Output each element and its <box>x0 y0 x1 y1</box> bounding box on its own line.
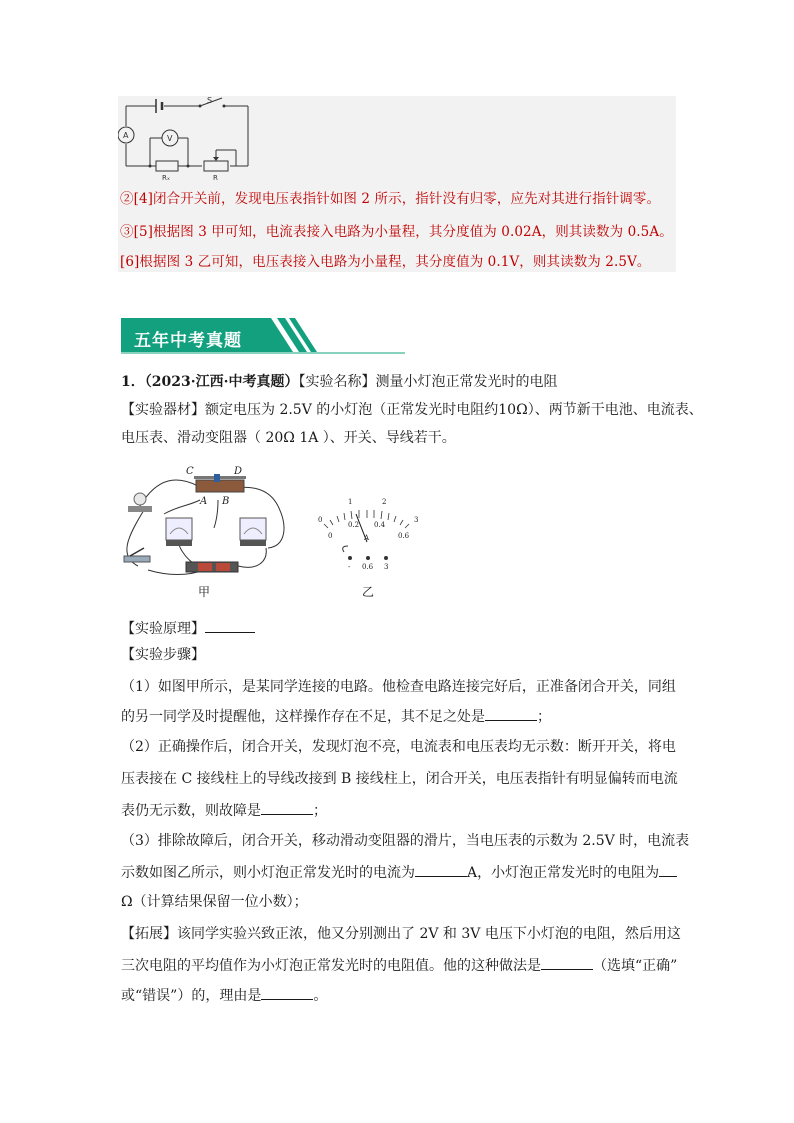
step-2-line-1: （2）正确操作后，闭合开关，发现灯泡不亮，电流表和电压表均无示数：断开开关，将电 <box>121 739 676 755</box>
section-title: 五年中考真题 <box>134 331 242 351</box>
step-2-text: 表仍无示数，则故障是 <box>121 803 261 819</box>
principle-blank[interactable] <box>205 618 255 633</box>
steps-heading: 【实验步骤】 <box>121 647 205 663</box>
step-1-blank[interactable] <box>485 706 537 721</box>
scale-bottom-02: 0.2 <box>348 521 360 529</box>
step-1-line-1: （1）如图甲所示，是某同学连接的电路。他检查电路连接完好后，正准备闭合开关，同组 <box>121 679 676 695</box>
question-source: （2023·江西·中考真题） <box>144 374 299 390</box>
principle-label: 【实验原理】 <box>121 621 205 637</box>
step-3-line-2 <box>121 862 677 882</box>
extension-blank-1[interactable] <box>541 955 593 970</box>
step-2-end: ； <box>313 803 327 819</box>
principle-line <box>121 618 255 638</box>
question-1-header <box>121 373 557 391</box>
terminal-a-label: A <box>200 496 208 507</box>
terminal-b-label: B <box>222 496 230 507</box>
step-1-line-2 <box>121 706 551 726</box>
scale-top-3: 3 <box>414 516 419 524</box>
equipment-line-2: 电压表、滑动变阻器（ 20Ω 1A ）、开关、导线若干。 <box>121 430 456 446</box>
step-2-line-2: 压表接在 C 接线柱上的导线改接到 B 接线柱上，闭合开关，电压表指针有明显偏转而电流 <box>121 771 678 787</box>
circuit-label-ammeter: A <box>123 131 129 140</box>
step-3-line-1: （3）排除故障后，闭合开关，移动滑动变阻器的滑片，当电压表的示数为 2.5V 时，电流表 <box>121 833 690 849</box>
circuit-label-voltmeter: V <box>167 134 173 143</box>
step-3-resistance-blank[interactable] <box>659 862 677 877</box>
answer-line-4: [6]根据图 3 乙可知，电压表接入电路为小量程，其分度值为 0.1V，则其读数为 2.5V。 <box>120 254 651 270</box>
extension-line-2 <box>121 955 677 975</box>
figure-yi-meter <box>310 494 430 572</box>
extension-end: 。 <box>313 988 328 1004</box>
figure-jia-circuit <box>118 466 298 578</box>
answer-box <box>118 96 676 272</box>
scale-top-0: 0 <box>318 516 323 524</box>
step-3-line-3: Ω（计算结果保留一位小数）； <box>121 894 308 910</box>
step-2-blank[interactable] <box>261 800 313 815</box>
scale-top-2: 2 <box>382 498 387 506</box>
scale-bottom-04: 0.4 <box>374 521 386 529</box>
terminal-d-label: D <box>234 466 243 477</box>
extension-line-3 <box>121 985 327 1005</box>
circuit-label-rheostat: R <box>213 174 218 180</box>
step-2-line-3 <box>121 800 327 820</box>
terminal-06: 0.6 <box>362 563 374 571</box>
step-1-end: ； <box>537 709 551 725</box>
answer-line-2: ②[4]闭合开关前，发现电压表指针如图 2 所示，指针没有归零，应先对其进行指针调零。 <box>120 191 661 207</box>
extension-text: 三次电阻的平均值作为小灯泡正常发光时的电阻值。他的这种做法是 <box>121 958 541 974</box>
step-3-text: 示数如图乙所示，则小灯泡正常发光时的电流为 <box>121 865 415 881</box>
circuit-label-switch: S <box>207 96 213 105</box>
terminal-minus: - <box>348 563 351 571</box>
question-number: 1． <box>121 374 145 390</box>
step-3-current-blank[interactable] <box>415 862 467 877</box>
scale-bottom-0: 0 <box>328 532 333 540</box>
experiment-name: 【实验名称】测量小灯泡正常发光时的电阻 <box>298 374 558 390</box>
answer-line-3: ③[5]根据图 3 甲可知，电流表接入电路为小量程，其分度值为 0.02A，则其读数为 0.5A。 <box>120 224 673 240</box>
extension-reason-text: 或“错误”）的，理由是 <box>121 988 262 1004</box>
extension-choice: （选填“正确” <box>593 958 678 974</box>
figure-jia-label: 甲 <box>198 585 211 599</box>
equipment-line-1: 【实验器材】额定电压为 2.5V 的小灯泡（正常发光时电阻约10Ω）、两节新干电池、电流表、 <box>121 402 703 418</box>
figure-yi-label: 乙 <box>362 585 375 599</box>
meter-unit: A <box>364 534 370 542</box>
extension-line-1: 【拓展】该同学实验兴致正浓，他又分别测出了 2V 和 3V 电压下小灯泡的电阻，然后用这 <box>121 926 681 942</box>
extension-blank-2[interactable] <box>261 985 313 1000</box>
circuit-diagram <box>118 96 258 180</box>
terminal-3: 3 <box>384 563 389 571</box>
scale-bottom-06: 0.6 <box>398 532 410 540</box>
step-3-text-2: A，小灯泡正常发光时的电阻为 <box>467 865 660 881</box>
terminal-c-label: C <box>186 466 194 477</box>
circuit-label-rx: Rₓ <box>162 174 170 180</box>
step-1-text: 的另一同学及时提醒他，这样操作存在不足，其不足之处是 <box>121 709 485 725</box>
scale-top-1: 1 <box>348 498 353 506</box>
